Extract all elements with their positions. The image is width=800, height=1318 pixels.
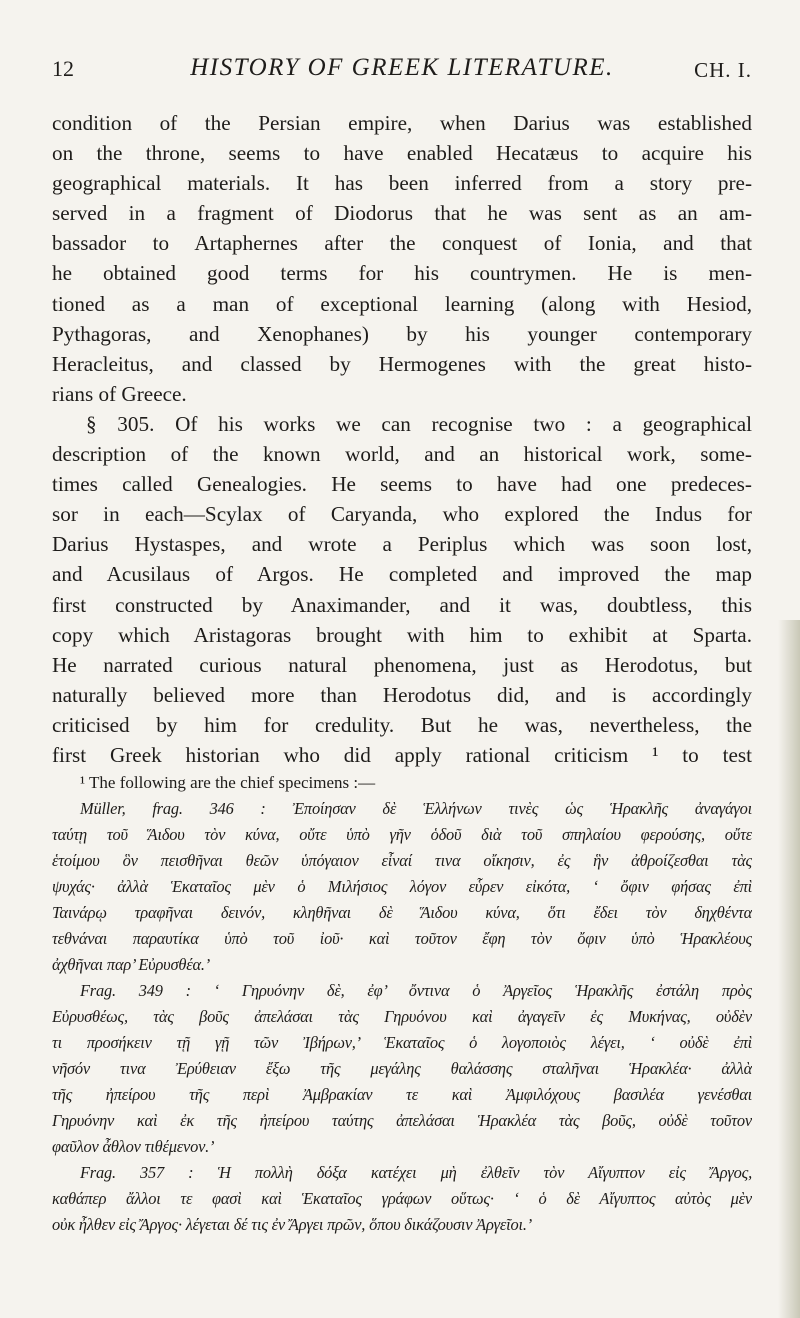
footnote-line: τι προσήκειν τῇ γῇ τῶν Ἰβήρων,’ Ἑκαταῖος ὁ λογοποιὸς λέγει, ‘ οὐδὲ ἐπὶ [52, 1033, 752, 1052]
chapter-label: CH. I. [694, 58, 752, 82]
text-line: He narrated curious natural phenomena, just as Herodotus, but [52, 652, 752, 677]
footnote-line: Frag. 349 : ‘ Γηρυόνην δὲ, ἐφ’ ὄντινα ὁ Ἀργεῖος Ἡρακλῆς ἐστάλη πρὸς [80, 981, 752, 1000]
page-edge-shadow [778, 620, 800, 1318]
text-line: condition of the Persian empire, when Darius was established [52, 111, 752, 135]
text-line: bassador to Artaphernes after the conquest of Ionia, and that [52, 231, 752, 256]
footnote-line: ἀχθῆναι παρ’ Εὐρυσθέα.’ [52, 955, 211, 974]
footnote-line: Frag. 357 : Ἡ πολλὴ δόξα κατέχει μὴ ἐλθεῖν τὸν Αἴγυπτον εἰς Ἄργος, [80, 1163, 752, 1182]
footnote-line: νῆσόν τινα Ἐρύθειαν ἔξω τῆς μεγάλης θαλάσσης σταλῆναι Ἡρακλέα· ἀλλὰ [52, 1059, 752, 1078]
footnote-line: ταύτῃ τοῦ Ἅιδου τὸν κύνα, οὔτε ὑπὸ γῆν ὁδοῦ διὰ τοῦ σπηλαίου φερούσης, οὔτε [52, 825, 752, 844]
text-line: tioned as a man of exceptional learning (along with Hesiod, [52, 291, 752, 316]
text-line: he obtained good terms for his countrymen. He is men- [52, 261, 752, 286]
section-305-start: § 305. Of his works we can recognise two : a geographical [86, 411, 752, 436]
text-line: criticised by him for credulity. But he was, nevertheless, the [52, 712, 752, 737]
text-line: first constructed by Anaximander, and it was, doubtless, this [52, 592, 752, 617]
main-text [52, 108, 752, 770]
footnote-line: ψυχάς· ἀλλὰ Ἑκαταῖος μὲν ὁ Μιλήσιος λόγον εὗρεν εἰκότα, ‘ ὄφιν φήσας ἐπὶ [52, 877, 752, 896]
footnote-line: Müller, frag. 346 : Ἐποίησαν δὲ Ἑλλήνων τινὲς ὡς Ἡρακλῆς ἀναγάγοι [80, 799, 752, 818]
text-line: sor in each—Scylax of Caryanda, who explored the Indus for [52, 502, 752, 527]
footnote-line: καθάπερ ἄλλοι τε φασὶ καὶ Ἑκαταῖος γράφων οὕτως· ‘ ὁ δὲ Αἴγυπτος αὐτὸς μὲν [52, 1189, 752, 1208]
footnote-line: ¹ The following are the chief specimens :— [80, 773, 376, 792]
text-line: Darius Hystaspes, and wrote a Periplus which was soon lost, [52, 532, 752, 557]
running-head [52, 56, 752, 90]
footnote-line: οὐκ ἦλθεν εἰς Ἄργος· λέγεται δέ τις ἐν Ἄργει πρῶν, ὅπου δικάζουσιν Ἀργεῖοι.’ [52, 1215, 533, 1234]
footnotes [52, 770, 752, 1238]
page-number: 12 [52, 56, 74, 81]
text-line: times called Genealogies. He seems to have had one predeces- [52, 472, 752, 497]
footnote-line: Γηρυόνην καὶ ἐκ τῆς ἠπείρου ταύτης ἀπελάσαι Ἡρακλέα τὰς βοῦς, οὐδὲ τοῦτον [52, 1111, 752, 1130]
footnote-line: Ταινάρῳ τραφῆναι δεινόν, κληθῆναι δὲ Ἅιδου κύνα, ὅτι ἔδει τὸν δηχθέντα [52, 903, 752, 922]
text-line: Pythagoras, and Xenophanes) by his younger contemporary [52, 321, 752, 346]
footnote-line: φαῦλον ἆθλον τιθέμενον.’ [52, 1137, 215, 1156]
text-line: on the throne, seems to have enabled Hecatæus to acquire his [52, 141, 752, 166]
text-line: rians of Greece. [52, 381, 187, 406]
text-line: and Acusilaus of Argos. He completed and improved the map [52, 562, 752, 587]
text-line: Heracleitus, and classed by Hermogenes with the great histo- [52, 351, 752, 376]
footnote-line: ἑτοίμου ὃν πεισθῆναι θεῶν ὑπόγαιον εἶναί τινα οἴκησιν, ἐς ἣν ἀθροίζεσθαι τὰς [52, 851, 752, 870]
text-line: geographical materials. It has been inferred from a story pre- [52, 171, 752, 196]
text-line: copy which Aristagoras brought with him to exhibit at Sparta. [52, 622, 752, 647]
footnote-line: τεθνάναι παραυτίκα ὑπὸ τοῦ ἰοῦ· καὶ τοῦτον ἔφη τὸν ὄφιν ὑπὸ Ἡρακλέους [52, 929, 752, 948]
footnote-line: Εὐρυσθέως, τὰς βοῦς ἀπελάσαι τὰς Γηρυόνου καὶ ἀγαγεῖν ἐς Μυκήνας, οὐδὲν [52, 1007, 752, 1026]
text-line: first Greek historian who did apply rational criticism ¹ to test [52, 742, 752, 767]
text-line: description of the known world, and an historical work, some- [52, 442, 752, 467]
running-title: HISTORY OF GREEK LITERATURE. [190, 54, 614, 81]
text-line: served in a fragment of Diodorus that he was sent as an am- [52, 201, 752, 226]
footnote-line: τῆς ἠπείρου τῆς περὶ Ἀμβρακίαν τε καὶ Ἀμφιλόχους βασιλέα γενέσθαι [52, 1085, 752, 1104]
text-line: naturally believed more than Herodotus did, and is accordingly [52, 682, 752, 707]
